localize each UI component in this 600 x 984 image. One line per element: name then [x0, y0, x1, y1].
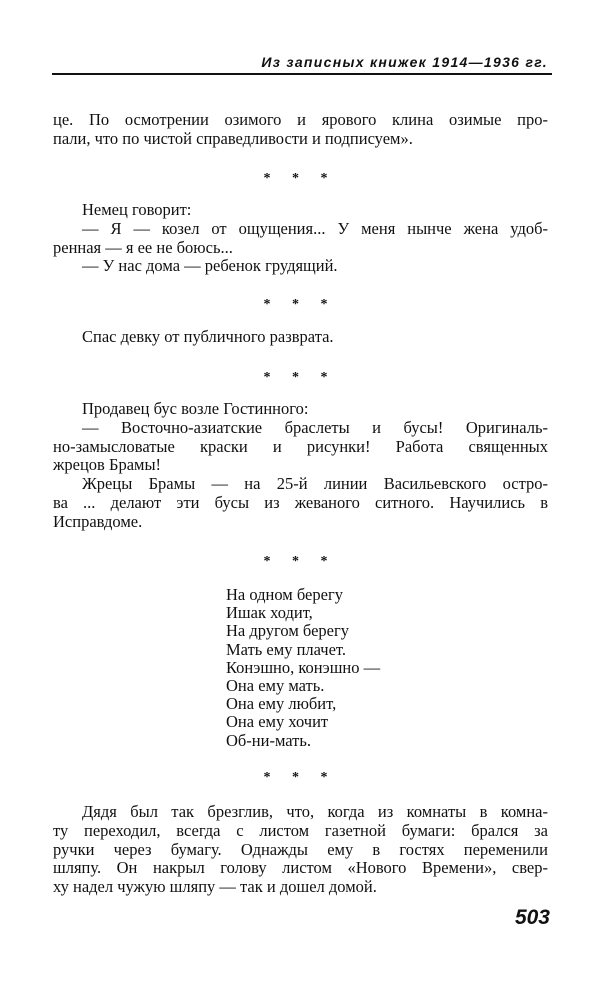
section-separator: * * *: [263, 171, 337, 186]
section-separator: * * *: [263, 297, 337, 312]
text-line: ху надел чужую шляпу — так и дошел домой.: [53, 877, 377, 897]
text-line: це. По осмотрении озимого и ярового клина озимые про-: [53, 110, 548, 129]
poem-line: Она ему мать.: [226, 676, 325, 696]
section-separator: * * *: [263, 554, 337, 569]
text-line: — Я — козел от ощущения... У меня нынче жена удоб-: [82, 218, 548, 238]
text-line: Немец говорит:: [82, 200, 192, 219]
text-line: Продавец бус возле Гостинного:: [82, 399, 309, 418]
poem-line: Ишак ходит,: [226, 603, 313, 623]
text-line: Жрецы Брамы — на 25-й линии Васильевского остро-: [82, 474, 548, 494]
poem-line: Она ему хочит: [226, 712, 329, 732]
text-line: — У нас дома — ребенок грудящий.: [82, 256, 338, 276]
text-line: — Восточно-азиатские браслеты и бусы! Оригиналь-: [82, 417, 548, 437]
section-separator: * * *: [263, 370, 337, 385]
text-line: ручки через бумагу. Однажды ему в гостях переменили: [53, 839, 548, 859]
paragraph-saved: [53, 328, 548, 347]
text-line: Дядя был так брезглив, что, когда из комнаты в комна-: [82, 802, 548, 821]
header-rule: [52, 73, 552, 75]
text-line: Спас девку от публичного разврата.: [82, 327, 334, 346]
header-title: Из записных книжек 1914—1936 гг.: [261, 54, 548, 70]
paragraph-german: [53, 201, 548, 276]
page-number: 503: [514, 906, 550, 929]
poem-line: Она ему любит,: [226, 694, 337, 714]
paragraph-beads-seller: [53, 400, 548, 532]
text-line: но-замысловатые краски и рисунки! Работа священных: [53, 436, 548, 456]
text-line: шляпу. Он накрыл голову листом «Нового Времени», свер-: [53, 858, 548, 878]
section-separator: * * *: [263, 770, 337, 785]
poem: [226, 586, 380, 750]
poem-line: Мать ему плачет.: [226, 639, 347, 659]
poem-line: На другом берегу: [226, 621, 349, 641]
text-line: Исправдоме.: [53, 511, 143, 531]
paragraph-continuation: [53, 111, 548, 149]
text-line: ва ... делают эти бусы из жеваного ситного. Научились в: [53, 492, 548, 512]
text-line: ренная — я ее не боюсь...: [53, 237, 233, 257]
text-line: жрецов Брамы!: [53, 455, 162, 475]
paragraph-uncle: [53, 803, 548, 897]
poem-line: Об-ни-мать.: [226, 730, 312, 750]
text-line: ту переходил, всегда с листом газетной бумаги: брался за: [53, 820, 548, 840]
poem-line: Конэшно, конэшно —: [226, 657, 381, 677]
text-line: пали, что по чистой справедливости и подписуем».: [53, 128, 413, 148]
poem-line: На одном берегу: [226, 585, 343, 604]
